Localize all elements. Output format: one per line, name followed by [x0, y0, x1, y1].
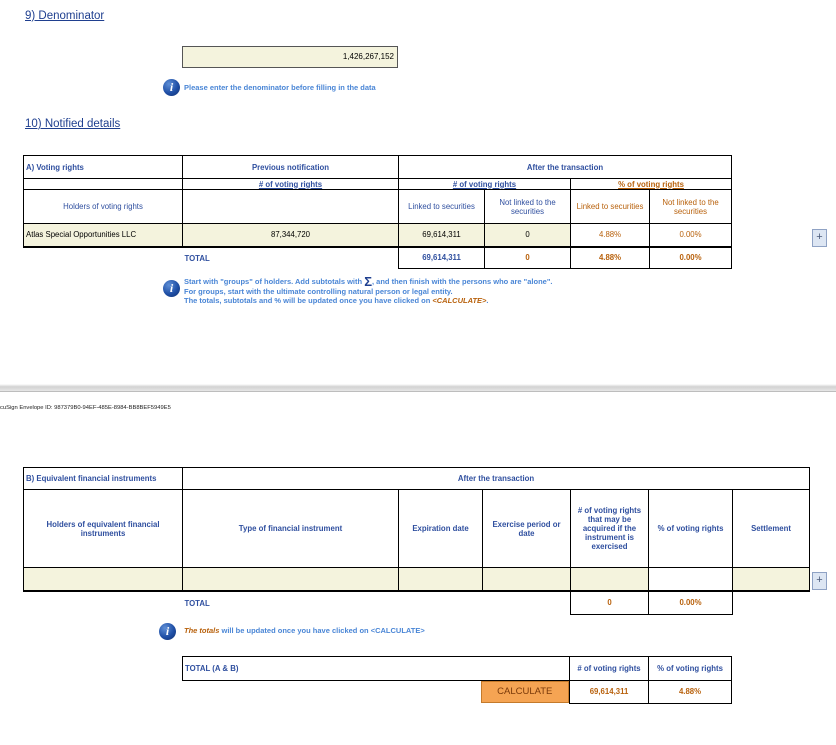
info-line1-b: , and then finish with the persons who are "alone". [372, 277, 553, 286]
total-ab-pct-header: % of voting rights [649, 657, 732, 681]
info-icon: i [163, 280, 180, 297]
info-icon: i [163, 79, 180, 96]
total-ab-label: TOTAL (A & B) [183, 657, 570, 681]
info-line1-a: Start with "groups" of holders. Add subtotals with [184, 277, 363, 286]
total-not-linked-cell: 0 [485, 247, 571, 269]
add-row-button-b[interactable]: + [812, 572, 827, 590]
instrument-type-header: Type of financial instrument [183, 490, 399, 568]
total-ab-num: 69,614,311 [570, 681, 649, 704]
total-num-rights-b: 0 [571, 591, 649, 615]
info-line3-a: The totals, subtotals and % will be updated once you have clicked on [184, 296, 431, 305]
voting-rights-table [23, 155, 732, 269]
prev-voting-rights-cell[interactable]: 87,344,720 [183, 224, 399, 247]
denominator-input[interactable]: 1,426,267,152 [182, 46, 398, 68]
table-b-title: B) Equivalent financial instruments [24, 468, 183, 490]
after-transaction-header: After the transaction [399, 156, 732, 179]
settlement-input-cell[interactable] [733, 568, 810, 591]
settlement-header: Settlement [733, 490, 810, 568]
total-ab-num-header: # of voting rights [570, 657, 649, 681]
pct-not-linked-header: Not linked to the securities [650, 190, 732, 224]
linked-header: Linked to securities [399, 190, 485, 224]
section-9-title: 9) Denominator [25, 10, 105, 22]
num-rights-input-cell[interactable] [571, 568, 649, 591]
totals-info-part2: will be updated once you have clicked on <CALCULATE> [221, 626, 425, 635]
expiration-date-header: Expiration date [399, 490, 483, 568]
total-ab-table [182, 656, 732, 704]
instrument-type-input-cell[interactable] [183, 568, 399, 591]
denominator-info-text: Please enter the denominator before filling in the data [184, 83, 376, 92]
expiration-input-cell[interactable] [399, 568, 483, 591]
holder-input-cell[interactable] [24, 568, 183, 591]
num-voting-rights-header: # of voting rights [399, 179, 571, 190]
add-row-button-a[interactable]: + [812, 229, 827, 247]
voting-rights-info-text [184, 274, 553, 306]
holders-header: Holders of voting rights [24, 190, 183, 224]
totals-info-text [184, 626, 425, 636]
previous-notification-header: Previous notification [183, 156, 399, 179]
exercise-input-cell[interactable] [483, 568, 571, 591]
financial-instruments-table [23, 467, 810, 615]
total-pct-not-linked-cell: 0.00% [650, 247, 732, 269]
table-a-title: A) Voting rights [24, 156, 183, 179]
page-separator [0, 384, 836, 392]
prev-num-voting-rights-header: # of voting rights [183, 179, 399, 190]
total-ab-pct: 4.88% [649, 681, 732, 704]
total-linked-cell: 69,614,311 [399, 247, 485, 269]
after-transaction-header-b: After the transaction [183, 468, 810, 490]
holder-name-cell[interactable]: Atlas Special Opportunities LLC [24, 224, 183, 247]
total-label-b: TOTAL [184, 598, 210, 608]
pct-linked-header: Linked to securities [571, 190, 650, 224]
num-rights-acquired-header: # of voting rights that may be acquired if the instrument is exercised [571, 490, 649, 568]
pct-not-linked-cell: 0.00% [650, 224, 732, 247]
docusign-envelope-id: cuSign Envelope ID: 987379B0-94EF-485E-8984-BB8BEF5949E5 [0, 405, 171, 411]
pct-linked-cell: 4.88% [571, 224, 650, 247]
pct-voting-rights-header-b: % of voting rights [649, 490, 733, 568]
total-pct-b: 0.00% [649, 591, 733, 615]
linked-cell[interactable]: 69,614,311 [399, 224, 485, 247]
calculate-button[interactable]: CALCULATE [481, 681, 570, 703]
section-10-title: 10) Notified details [25, 118, 121, 130]
info-line2: For groups, start with the ultimate controlling natural person or legal entity. [184, 286, 453, 296]
not-linked-header: Not linked to the securities [485, 190, 571, 224]
pct-output-cell [649, 568, 733, 591]
info-icon: i [159, 623, 176, 640]
holders-instruments-header: Holders of equivalent financial instruments [24, 490, 183, 568]
total-pct-linked-cell: 4.88% [571, 247, 650, 269]
total-label: TOTAL [184, 253, 210, 263]
sigma-icon: Σ [364, 274, 372, 289]
pct-voting-rights-header: % of voting rights [571, 179, 732, 190]
totals-info-part1: The totals [184, 626, 220, 635]
calculate-reference: <CALCULATE> [432, 296, 487, 305]
info-line3-b: . [486, 296, 489, 305]
exercise-period-header: Exercise period or date [483, 490, 571, 568]
not-linked-cell[interactable]: 0 [485, 224, 571, 247]
